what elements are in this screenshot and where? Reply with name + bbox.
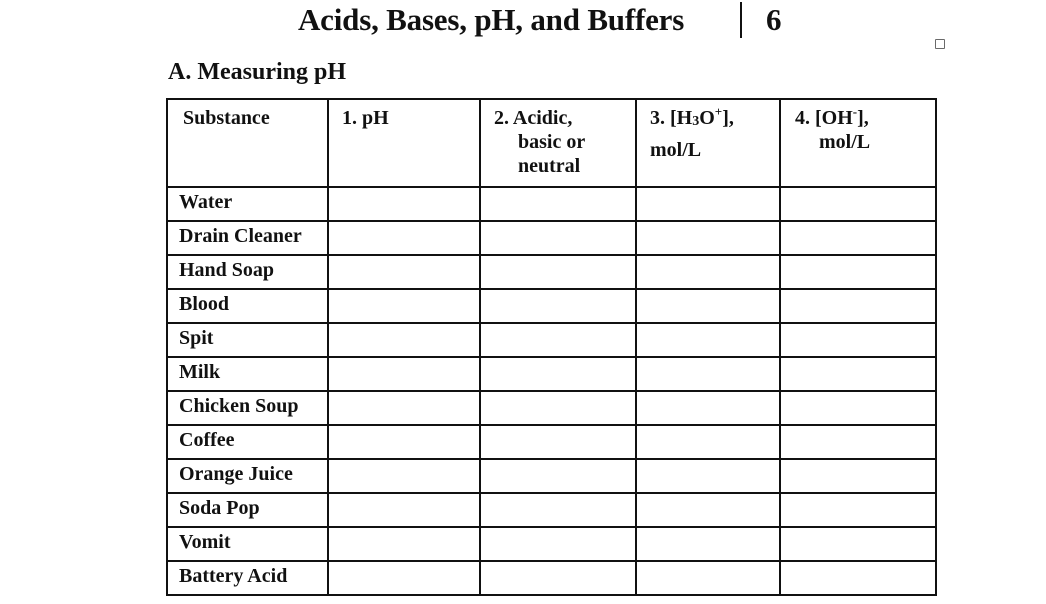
column-header-oh xyxy=(780,99,936,187)
oh-cell[interactable] xyxy=(780,493,936,527)
table-row xyxy=(167,221,936,255)
h3o-cell[interactable] xyxy=(636,357,780,391)
table-row xyxy=(167,255,936,289)
substance-cell xyxy=(167,493,328,527)
oh-cell[interactable] xyxy=(780,221,936,255)
h3o-cell[interactable] xyxy=(636,425,780,459)
substance-cell xyxy=(167,391,328,425)
oh-cell[interactable] xyxy=(780,323,936,357)
table-row xyxy=(167,187,936,221)
ph-cell[interactable] xyxy=(328,221,480,255)
h3o-cell[interactable] xyxy=(636,255,780,289)
substance-label: Blood xyxy=(179,293,230,315)
substance-label: Drain Cleaner xyxy=(179,225,302,247)
oh-cell[interactable] xyxy=(780,187,936,221)
h3o-cell[interactable] xyxy=(636,527,780,561)
substance-cell xyxy=(167,221,328,255)
substance-label: Chicken Soup xyxy=(179,395,299,417)
h3o-cell[interactable] xyxy=(636,459,780,493)
substance-label: Water xyxy=(179,191,233,213)
table-row xyxy=(167,493,936,527)
column-header-oh-label xyxy=(781,100,935,154)
acidic-basic-neutral-cell[interactable] xyxy=(480,289,636,323)
substance-label: Hand Soap xyxy=(179,259,275,281)
table-row xyxy=(167,289,936,323)
column-header-acidic-line2: basic or xyxy=(518,131,586,153)
ph-cell[interactable] xyxy=(328,289,480,323)
substance-label: Orange Juice xyxy=(179,463,293,485)
h3o-cell[interactable] xyxy=(636,187,780,221)
table-header-row xyxy=(167,99,936,187)
column-header-oh-suffix: ], xyxy=(857,107,869,129)
acidic-basic-neutral-cell[interactable] xyxy=(480,493,636,527)
h3o-cell[interactable] xyxy=(636,493,780,527)
substance-cell xyxy=(167,255,328,289)
column-header-h3o-label xyxy=(637,100,779,162)
chapter-number: 6 xyxy=(766,2,782,37)
h3o-cell[interactable] xyxy=(636,323,780,357)
table-row xyxy=(167,425,936,459)
table-row xyxy=(167,357,936,391)
column-header-h3o-oxygen: O xyxy=(699,107,715,129)
column-header-acidic-basic-neutral xyxy=(480,99,636,187)
acidic-basic-neutral-cell[interactable] xyxy=(480,459,636,493)
oh-cell[interactable] xyxy=(780,357,936,391)
substance-label: Milk xyxy=(179,361,221,383)
ph-cell[interactable] xyxy=(328,459,480,493)
acidic-basic-neutral-cell[interactable] xyxy=(480,561,636,595)
column-header-acidic-line3: neutral xyxy=(518,155,581,177)
acidic-basic-neutral-cell[interactable] xyxy=(480,255,636,289)
column-header-h3o-prefix: 3. [H xyxy=(650,107,693,129)
substance-label: Soda Pop xyxy=(179,497,260,519)
column-header-h3o-subscript: 3 xyxy=(692,114,700,129)
column-header-h3o xyxy=(636,99,780,187)
section-heading: A. Measuring pH xyxy=(168,59,347,85)
substance-cell xyxy=(167,527,328,561)
column-header-oh-prefix: 4. [OH xyxy=(795,107,853,129)
substance-cell xyxy=(167,425,328,459)
h3o-cell[interactable] xyxy=(636,289,780,323)
table-row xyxy=(167,459,936,493)
column-header-h3o-suffix: ], xyxy=(722,107,734,129)
substance-cell xyxy=(167,187,328,221)
column-header-oh-charge: - xyxy=(852,104,858,119)
substance-label: Battery Acid xyxy=(179,565,288,587)
substance-cell xyxy=(167,323,328,357)
header-divider xyxy=(740,2,742,38)
acidic-basic-neutral-cell[interactable] xyxy=(480,391,636,425)
oh-cell[interactable] xyxy=(780,425,936,459)
substance-cell xyxy=(167,561,328,595)
h3o-cell[interactable] xyxy=(636,561,780,595)
column-header-acidic-line1: 2. Acidic, xyxy=(494,107,573,129)
column-header-ph-label: 1. pH xyxy=(342,107,389,129)
ph-cell[interactable] xyxy=(328,527,480,561)
oh-cell[interactable] xyxy=(780,289,936,323)
ph-cell[interactable] xyxy=(328,493,480,527)
column-header-substance-label: Substance xyxy=(183,107,270,129)
table-row xyxy=(167,323,936,357)
table-row xyxy=(167,527,936,561)
oh-cell[interactable] xyxy=(780,255,936,289)
column-header-substance xyxy=(167,99,328,187)
acidic-basic-neutral-cell[interactable] xyxy=(480,357,636,391)
acidic-basic-neutral-cell[interactable] xyxy=(480,221,636,255)
column-header-h3o-charge: + xyxy=(714,104,723,119)
substance-label: Spit xyxy=(179,327,214,349)
h3o-cell[interactable] xyxy=(636,221,780,255)
substance-label: Coffee xyxy=(179,429,235,451)
column-header-h3o-unit: mol/L xyxy=(650,139,702,161)
acidic-basic-neutral-cell[interactable] xyxy=(480,527,636,561)
column-header-ph xyxy=(328,99,480,187)
oh-cell[interactable] xyxy=(780,391,936,425)
page-title: Acids, Bases, pH, and Buffers xyxy=(298,2,685,37)
ph-cell[interactable] xyxy=(328,561,480,595)
column-header-acidic-label xyxy=(481,100,635,178)
checkbox-icon[interactable] xyxy=(935,39,945,49)
acidic-basic-neutral-cell[interactable] xyxy=(480,187,636,221)
oh-cell[interactable] xyxy=(780,527,936,561)
ph-cell[interactable] xyxy=(328,357,480,391)
substance-label: Vomit xyxy=(179,531,231,553)
acidic-basic-neutral-cell[interactable] xyxy=(480,425,636,459)
substance-cell xyxy=(167,289,328,323)
acidic-basic-neutral-cell[interactable] xyxy=(480,323,636,357)
ph-cell[interactable] xyxy=(328,323,480,357)
substance-cell xyxy=(167,357,328,391)
table-row xyxy=(167,561,936,595)
ph-cell[interactable] xyxy=(328,425,480,459)
ph-cell[interactable] xyxy=(328,187,480,221)
table-row xyxy=(167,391,936,425)
oh-cell[interactable] xyxy=(780,561,936,595)
ph-measurement-table xyxy=(166,98,937,596)
substance-cell xyxy=(167,459,328,493)
ph-cell[interactable] xyxy=(328,255,480,289)
ph-cell[interactable] xyxy=(328,391,480,425)
column-header-oh-unit: mol/L xyxy=(819,131,871,153)
oh-cell[interactable] xyxy=(780,459,936,493)
h3o-cell[interactable] xyxy=(636,391,780,425)
